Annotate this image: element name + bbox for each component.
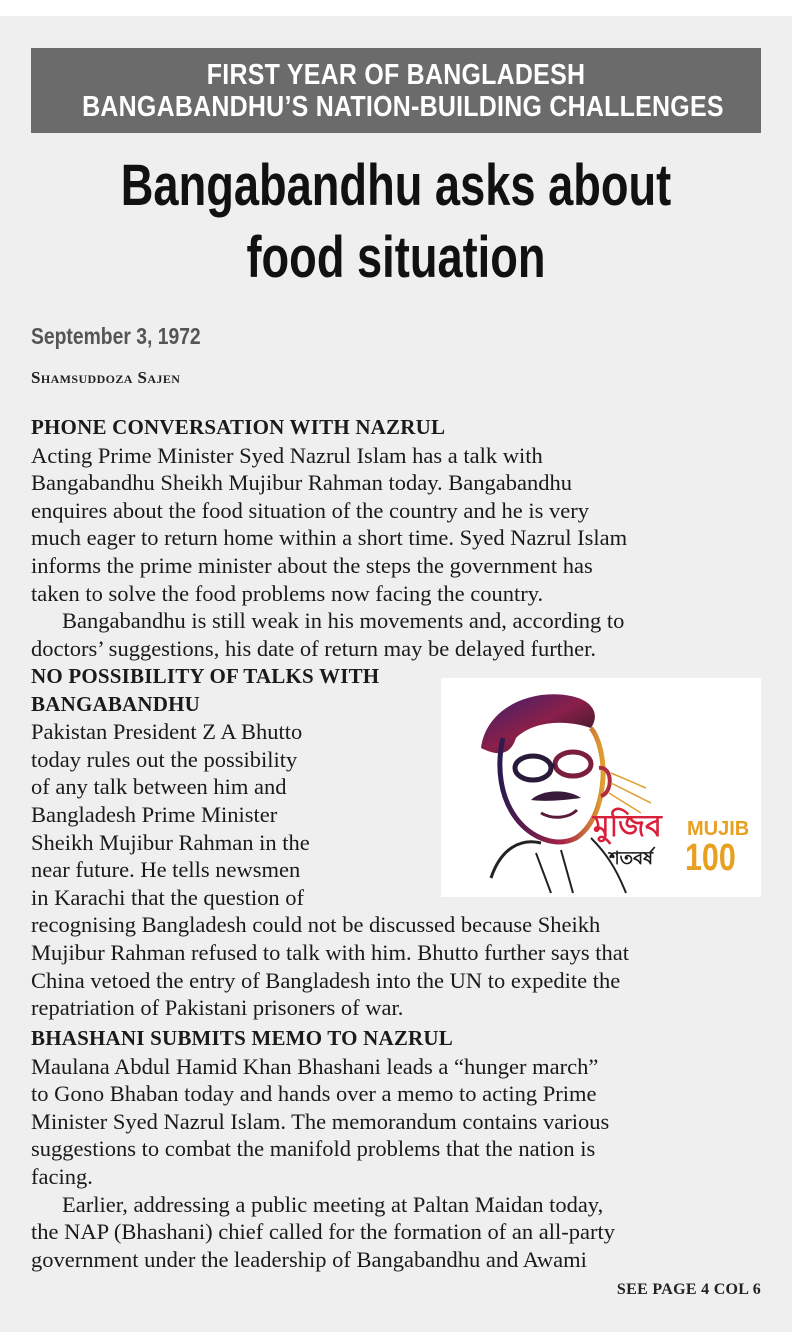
body-line: taken to solve the food problems now facing the country.: [31, 580, 544, 606]
top-strip: [0, 0, 792, 16]
body-line: Maulana Abdul Hamid Khan Bhashani leads a “hunger march”: [31, 1053, 599, 1079]
banner-line-2: BANGABANDHU’S NATION-BUILDING CHALLENGES: [82, 91, 724, 123]
body-line: Minister Syed Nazrul Islam. The memorandum contains various: [31, 1108, 610, 1134]
body-line: of any talk between him and: [31, 774, 287, 800]
section-heading: PHONE CONVERSATION WITH NAZRUL: [31, 415, 446, 439]
section-heading: BHASHANI SUBMITS MEMO TO NAZRUL: [31, 1026, 453, 1050]
logo-bangla-title: মুজিব: [593, 809, 662, 844]
body-line: doctors’ suggestions, his date of return may be delayed further.: [31, 635, 597, 661]
body-line: suggestions to combat the manifold problems that the nation is: [31, 1136, 596, 1162]
body-line: informs the prime minister about the steps the government has: [31, 552, 593, 578]
body-line: enquires about the food situation of the country and he is very: [31, 497, 589, 523]
body-line: in Karachi that the question of: [31, 884, 305, 910]
body-line: today rules out the possibility: [31, 746, 298, 772]
headline: [0, 150, 792, 294]
body-line: to Gono Bhaban today and hands over a memo to acting Prime: [31, 1081, 597, 1107]
series-banner: [31, 48, 761, 133]
logo-bangla-subtitle: শতবর্ষ: [609, 848, 654, 869]
banner-line-1: FIRST YEAR OF BANGLADESH: [206, 59, 586, 91]
mujib-100-logo: [441, 678, 761, 897]
section-heading: BANGABANDHU: [31, 691, 201, 716]
continuation-jump-line: SEE PAGE 4 COL 6: [616, 1281, 761, 1298]
body-line: Bangabandhu Sheikh Mujibur Rahman today. Bangabandhu: [31, 470, 572, 496]
byline: Shamsuddoza Sajen: [31, 368, 181, 387]
body-line: Earlier, addressing a public meeting at Paltan Maidan today,: [62, 1191, 604, 1217]
body-line: China vetoed the entry of Bangladesh into the UN to expedite the: [31, 967, 621, 993]
dateline: September 3, 1972: [31, 323, 201, 349]
section-heading: NO POSSIBILITY OF TALKS WITH: [31, 664, 380, 688]
headline-line-2: food situation: [246, 225, 546, 290]
body-line: near future. He tells newsmen: [31, 857, 301, 883]
body-line: facing.: [31, 1163, 93, 1189]
body-line: Sheikh Mujibur Rahman in the: [31, 829, 310, 855]
section-bhashani-memo: [31, 1025, 761, 1273]
section-phone-conversation: [31, 414, 761, 662]
body-line: Mujibur Rahman refused to talk with him. Bhutto further says that: [31, 939, 630, 965]
body-line: Bangladesh Prime Minister: [31, 801, 278, 827]
body-line: much eager to return home within a short time. Syed Nazrul Islam: [31, 525, 628, 551]
headline-line-1: Bangabandhu asks about: [120, 153, 672, 218]
body-line: government under the leadership of Bangabandhu and Awami: [31, 1246, 587, 1272]
logo-english-label: MUJIB: [687, 818, 750, 840]
body-line: Pakistan President Z A Bhutto: [31, 719, 303, 745]
body-line: repatriation of Pakistani prisoners of war.: [31, 995, 404, 1021]
body-line: Acting Prime Minister Syed Nazrul Islam has a talk with: [31, 442, 543, 468]
body-line: Bangabandhu is still weak in his movements and, according to: [62, 608, 625, 634]
body-line: recognising Bangladesh could not be discussed because Sheikh: [31, 912, 601, 938]
logo-number: 100: [685, 837, 736, 879]
body-line: the NAP (Bhashani) chief called for the formation of an all-party: [31, 1219, 615, 1245]
